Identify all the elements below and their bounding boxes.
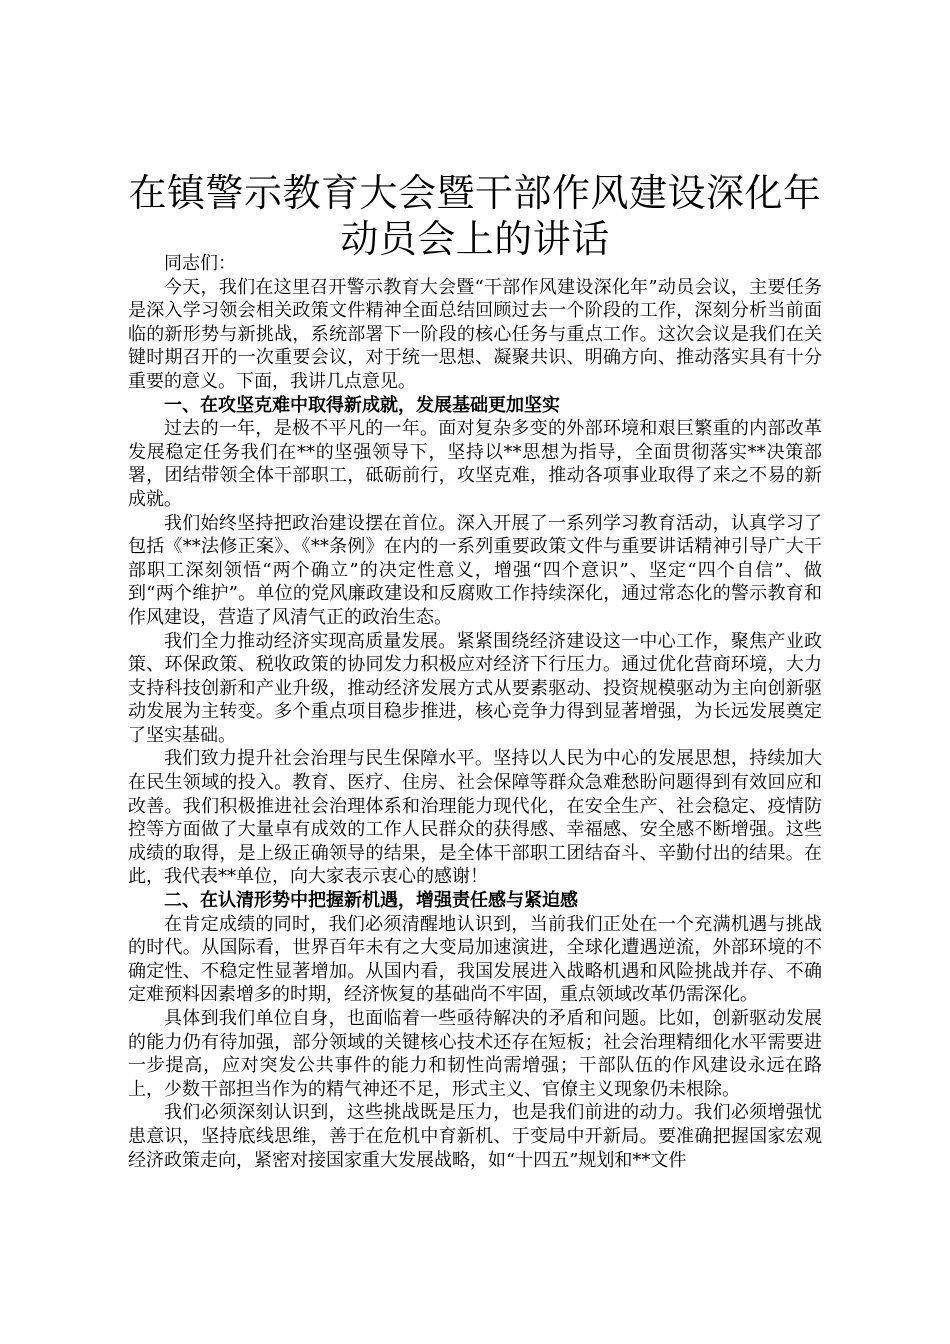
document-title: 在镇警示教育大会暨干部作风建设深化年动员会上的讲话 xyxy=(128,171,822,261)
paragraph: 我们必须深刻认识到，这些挑战既是压力，也是我们前进的动力。我们必须增强忧患意识，坚持底线思维，善于在危机中育新机、于变局中开新局。要准确把握国家宏观经济政策走向，紧密对接国家重大发展战略，如“十四五”规划和**文件 xyxy=(128,1102,822,1171)
paragraph-intro: 今天，我们在这里召开警示教育大会暨“干部作风建设深化年”动员会议，主要任务是深入学习领会相关政策文件精神全面总结回顾过去一个阶段的工作，深刻分析当前面临的新形势与新挑战，系统部署下一阶段的核心任务与重点工作。这次会议是我们在关键时期召开的一次重要会议，对于统一思想、凝聚共识、明确方向、推动落实具有十分重要的意义。下面，我讲几点意见。 xyxy=(128,276,822,392)
section-heading-1: 一、在攻坚克难中取得新成就，发展基础更加坚实 xyxy=(164,394,560,416)
paragraph: 我们致力提升社会治理与民生保障水平。坚持以人民为中心的发展思想，持续加大在民生领域的投入。教育、医疗、住房、社会保障等群众急难愁盼问题得到有效回应和改善。我们积极推进社会治理体系和治理能力现代化，在安全生产、社会稳定、疫情防控等方面做了大量卓有成效的工作人民群众的获得感、幸福感、安全感不断增强。这些成绩的取得，是上级正确领导的结果，是全体干部职工团结奋斗、辛勤付出的结果。在此，我代表**单位，向大家表示衷心的感谢！ xyxy=(128,748,822,888)
document-body xyxy=(128,252,822,1172)
paragraph: 过去的一年，是极不平凡的一年。面对复杂多变的外部环境和艰巨繁重的内部改革发展稳定任务我们在**的坚强领导下，坚持以**思想为指导，全面贯彻落实**决策部署，团结带领全体干部职工，砥砺前行，攻坚克难，推动各项事业取得了来之不易的新成就。 xyxy=(128,418,822,510)
paragraph: 在肯定成绩的同时，我们必须清醒地认识到，当前我们正处在一个充满机遇与挑战的时代。从国际看，世界百年未有之大变局加速演进，全球化遭遇逆流，外部环境的不确定性、不稳定性显著增加。从国内看，我国发展进入战略机遇和风险挑战并存、不确定难预料因素增多的时期，经济恢复的基础尚不牢固，重点领域改革仍需深化。 xyxy=(128,913,822,1006)
paragraph: 我们始终坚持把政治建设摆在首位。深入开展了一系列学习教育活动，认真学习了包括《**法修正案》、《**条例》在内的一系列重要政策文件与重要讲话精神引导广大干部职工深刻领悟“两个确立”的决定性意义，增强“四个意识”、坚定“四个自信”、做到“两个维护”。单位的党风廉政建设和反腐败工作持续深化，通过常态化的警示教育和作风建设，营造了风清气正的政治生态。 xyxy=(128,512,822,628)
paragraph: 具体到我们单位自身，也面临着一些亟待解决的矛盾和问题。比如，创新驱动发展的能力仍有待加强，部分领域的关键核心技术还存在短板；社会治理精细化水平需要进一步提高，应对突发公共事件的能力和韧性尚需增强；干部队伍的作风建设永远在路上，少数干部担当作为的精气神还不足，形式主义、官僚主义现象仍未根除。 xyxy=(128,1008,822,1100)
section-heading-2: 二、在认清形势中把握新机遇，增强责任感与紧迫感 xyxy=(164,890,578,912)
salutation: 同志们： xyxy=(164,253,236,274)
paragraph: 我们全力推动经济实现高质量发展。紧紧围绕经济建设这一中心工作，聚焦产业政策、环保政策、税收政策的协同发力积极应对经济下行压力。通过优化营商环境，大力支持科技创新和产业升级，推动经济发展方式从要素驱动、投资规模驱动为主向创新驱动发展为主转变。多个重点项目稳步推进，核心竞争力得到显著增强，为长远发展奠定了坚实基础。 xyxy=(128,630,822,746)
